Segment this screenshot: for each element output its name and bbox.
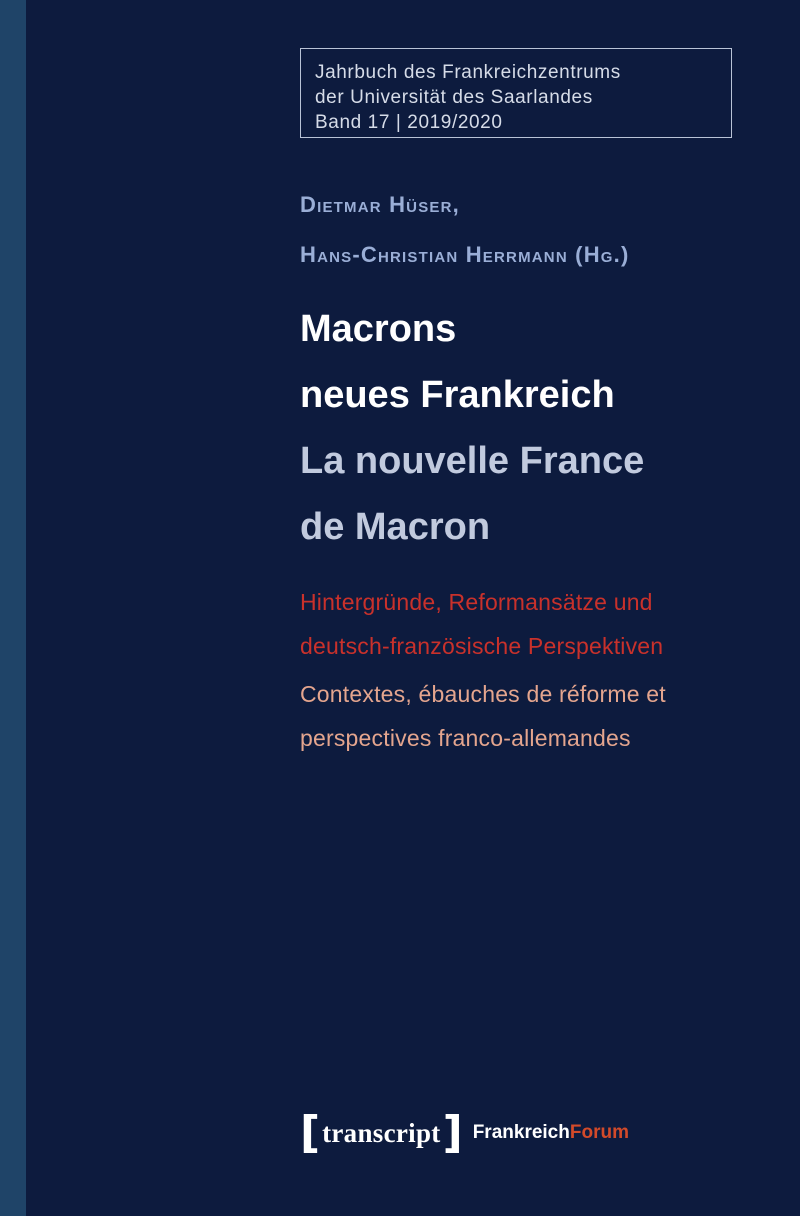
series-line-2: der Universität des Saarlandes bbox=[315, 87, 593, 108]
imprint-part-2: Forum bbox=[569, 1122, 629, 1143]
editor-1: Dietmar Hüser, bbox=[300, 192, 460, 217]
title-fr-line-1: La nouvelle France bbox=[300, 440, 645, 482]
title-de-line-2: neues Frankreich bbox=[300, 374, 615, 416]
series-volume: Band 17 | 2019/2020 bbox=[315, 112, 503, 133]
series-line-1: Jahrbuch des Frankreichzentrums bbox=[315, 62, 621, 83]
bracket-close-glyph: ] bbox=[442, 1107, 463, 1158]
subtitle-fr-line-1: Contextes, ébauches de réforme et bbox=[300, 681, 666, 707]
bracket-open-glyph: [ bbox=[300, 1107, 321, 1158]
book-title bbox=[300, 296, 644, 560]
series-info-box bbox=[300, 48, 732, 138]
subtitle-fr-line-2: perspectives franco-allemandes bbox=[300, 725, 631, 751]
subtitle-de-line-1: Hintergründe, Reformansätze und bbox=[300, 589, 653, 615]
subtitle-de-line-2: deutsch-französische Perspektiven bbox=[300, 633, 664, 659]
publisher-name: transcript bbox=[322, 1117, 441, 1148]
book-spine bbox=[0, 0, 26, 1216]
imprint-part-1: Frankreich bbox=[472, 1122, 570, 1143]
title-de-line-1: Macrons bbox=[300, 308, 457, 350]
publisher-logo bbox=[300, 1108, 629, 1158]
editors bbox=[300, 190, 630, 290]
editor-2: Hans-Christian Herrmann (Hg.) bbox=[300, 242, 630, 267]
title-fr-line-2: de Macron bbox=[300, 506, 491, 548]
subtitle-de bbox=[300, 580, 663, 668]
imprint-name bbox=[473, 1122, 629, 1144]
subtitle-fr bbox=[300, 672, 666, 760]
